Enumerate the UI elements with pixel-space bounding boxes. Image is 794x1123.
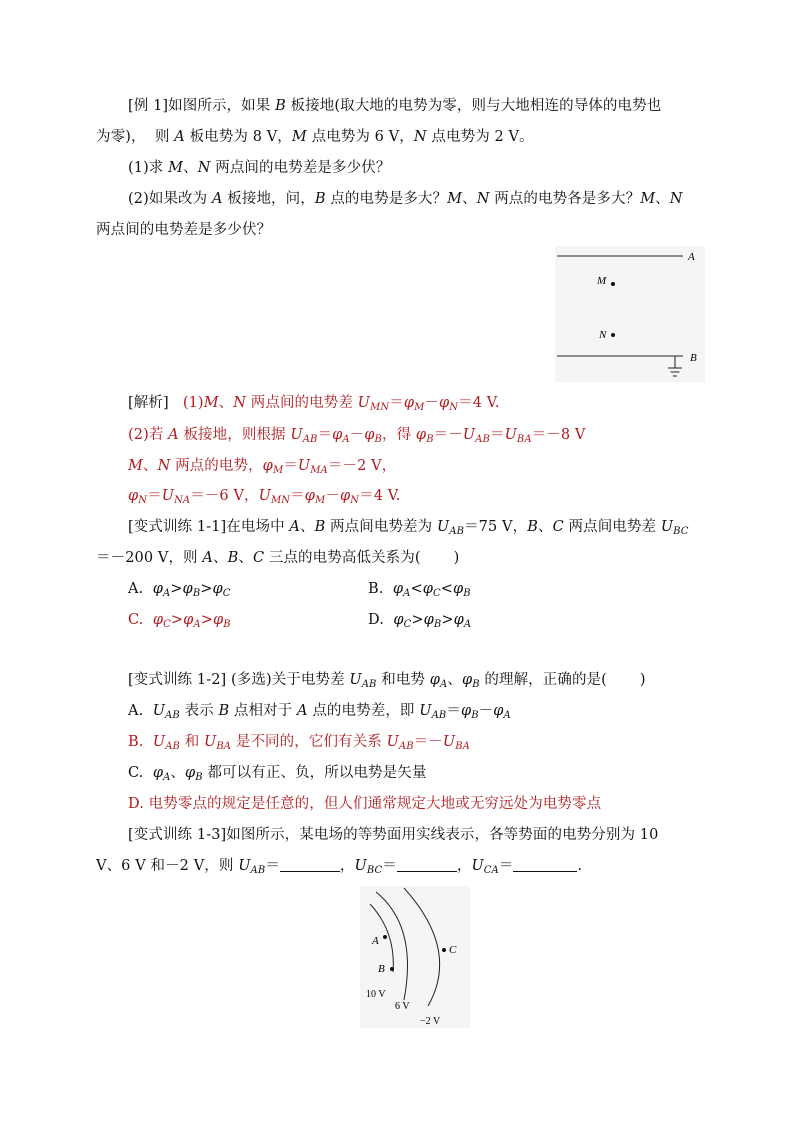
training3-stem-line2: V、6 V 和－2 V，则 $U_{AB}=$ ，$U_{BC}=$ ，$U_{CA}=$ .: [96, 858, 583, 876]
training1-option-b: B. $\varphi_A<\varphi_C<\varphi_B$: [368, 581, 471, 599]
analysis-line2: (2)若 A 板接地，则根据 $U_{AB}=\varphi_A-\varphi_B$，得 $\varphi_B=-U_{AB}=U_{BA}=-8$ V: [128, 427, 586, 445]
example1-question2-line1: (2)如果改为 A 板接地，问，B 点的电势是多大？M、N 两点的电势各是多大？M、N: [128, 191, 683, 207]
parallel-plates-figure: [555, 246, 705, 382]
point-b-dot: [390, 967, 394, 971]
training2-option-c: C. $\varphi_A$、$\varphi_B$ 都可以有正、负，所以电势是矢量: [128, 765, 427, 783]
training1-option-a: A. $\varphi_A>\varphi_B>\varphi_C$: [128, 581, 231, 599]
equipotential-figure: [360, 886, 470, 1028]
analysis-line1: [解析] (1)M、N 两点间的电势差 $U_{MN}=\varphi_M-\varphi_N=4$ V.: [128, 395, 500, 413]
plate-a-label: A: [688, 251, 695, 263]
training2-option-d: D. 电势零点的规定是任意的，但人们通常规定大地或无穷远处为电势零点: [128, 796, 602, 812]
point-c-label: C: [449, 944, 457, 956]
analysis-line3: M、N 两点的电势，$\varphi_M=U_{MA}=-2$ V，: [128, 458, 397, 476]
label-10v: 10 V: [366, 989, 386, 1000]
point-a-dot: [383, 935, 387, 939]
answer-blank-uca[interactable]: [513, 871, 577, 872]
point-m-label: M: [597, 275, 607, 287]
label-minus-2v: −2 V: [420, 1016, 441, 1027]
answer-blank-ubc[interactable]: [397, 871, 457, 872]
point-a-label: A: [372, 935, 379, 947]
training1-option-d: D. $\varphi_C>\varphi_B>\varphi_A$: [368, 612, 472, 630]
training3-stem-line1: [变式训练 1-3]如图所示，某电场的等势面用实线表示，各等势面的电势分别为 10: [128, 827, 659, 843]
example1-question1: (1)求 M、N 两点间的电势差是多少伏？: [128, 160, 391, 176]
training2-option-a: A. $U_{AB}$ 表示 B 点相对于 A 点的电势差，即 $U_{AB}=\varphi_B-\varphi_A$: [128, 703, 511, 721]
point-b-label: B: [378, 963, 385, 975]
analysis-line4: $\varphi_N=U_{NA}=-6$ V，$U_{MN}=\varphi_M-\varphi_N=4$ V.: [128, 488, 401, 506]
training1-stem-line1: [变式训练 1-1]在电场中 A、B 两点间电势差为 $U_{AB}=75$ V，B、C 两点间电势差 $U_{BC}$: [128, 519, 689, 537]
point-n-dot: [611, 333, 615, 337]
training2-stem: [变式训练 1-2] (多选)关于电势差 $U_{AB}$ 和电势 $\varphi_A$、$\varphi_B$ 的理解，正确的是( ): [128, 672, 646, 690]
training2-option-b: B. $U_{AB}$ 和 $U_{BA}$ 是不同的，它们有关系 $U_{AB}=-U_{BA}$: [128, 734, 470, 752]
training1-stem-line2: ＝－200 V，则 A、B、C 三点的电势高低关系为( ): [96, 550, 460, 566]
plate-b-label: B: [690, 352, 697, 364]
example1-line2: 为零)， 则 A 板电势为 8 V，M 点电势为 6 V，N 点电势为 2 V。: [96, 129, 534, 145]
point-c-dot: [442, 948, 446, 952]
point-n-label: N: [599, 329, 607, 341]
answer-blank-uab[interactable]: [280, 871, 340, 872]
example1-line1: [例 1]如图所示，如果 B 板接地(取大地的电势为零，则与大地相连的导体的电势也: [128, 98, 662, 114]
training1-option-c: C. $\varphi_C>\varphi_A>\varphi_B$: [128, 612, 231, 630]
point-m-dot: [611, 282, 615, 286]
example1-question2-line2: 两点间的电势差是多少伏？: [96, 222, 272, 238]
label-6v: 6 V: [395, 1001, 410, 1012]
